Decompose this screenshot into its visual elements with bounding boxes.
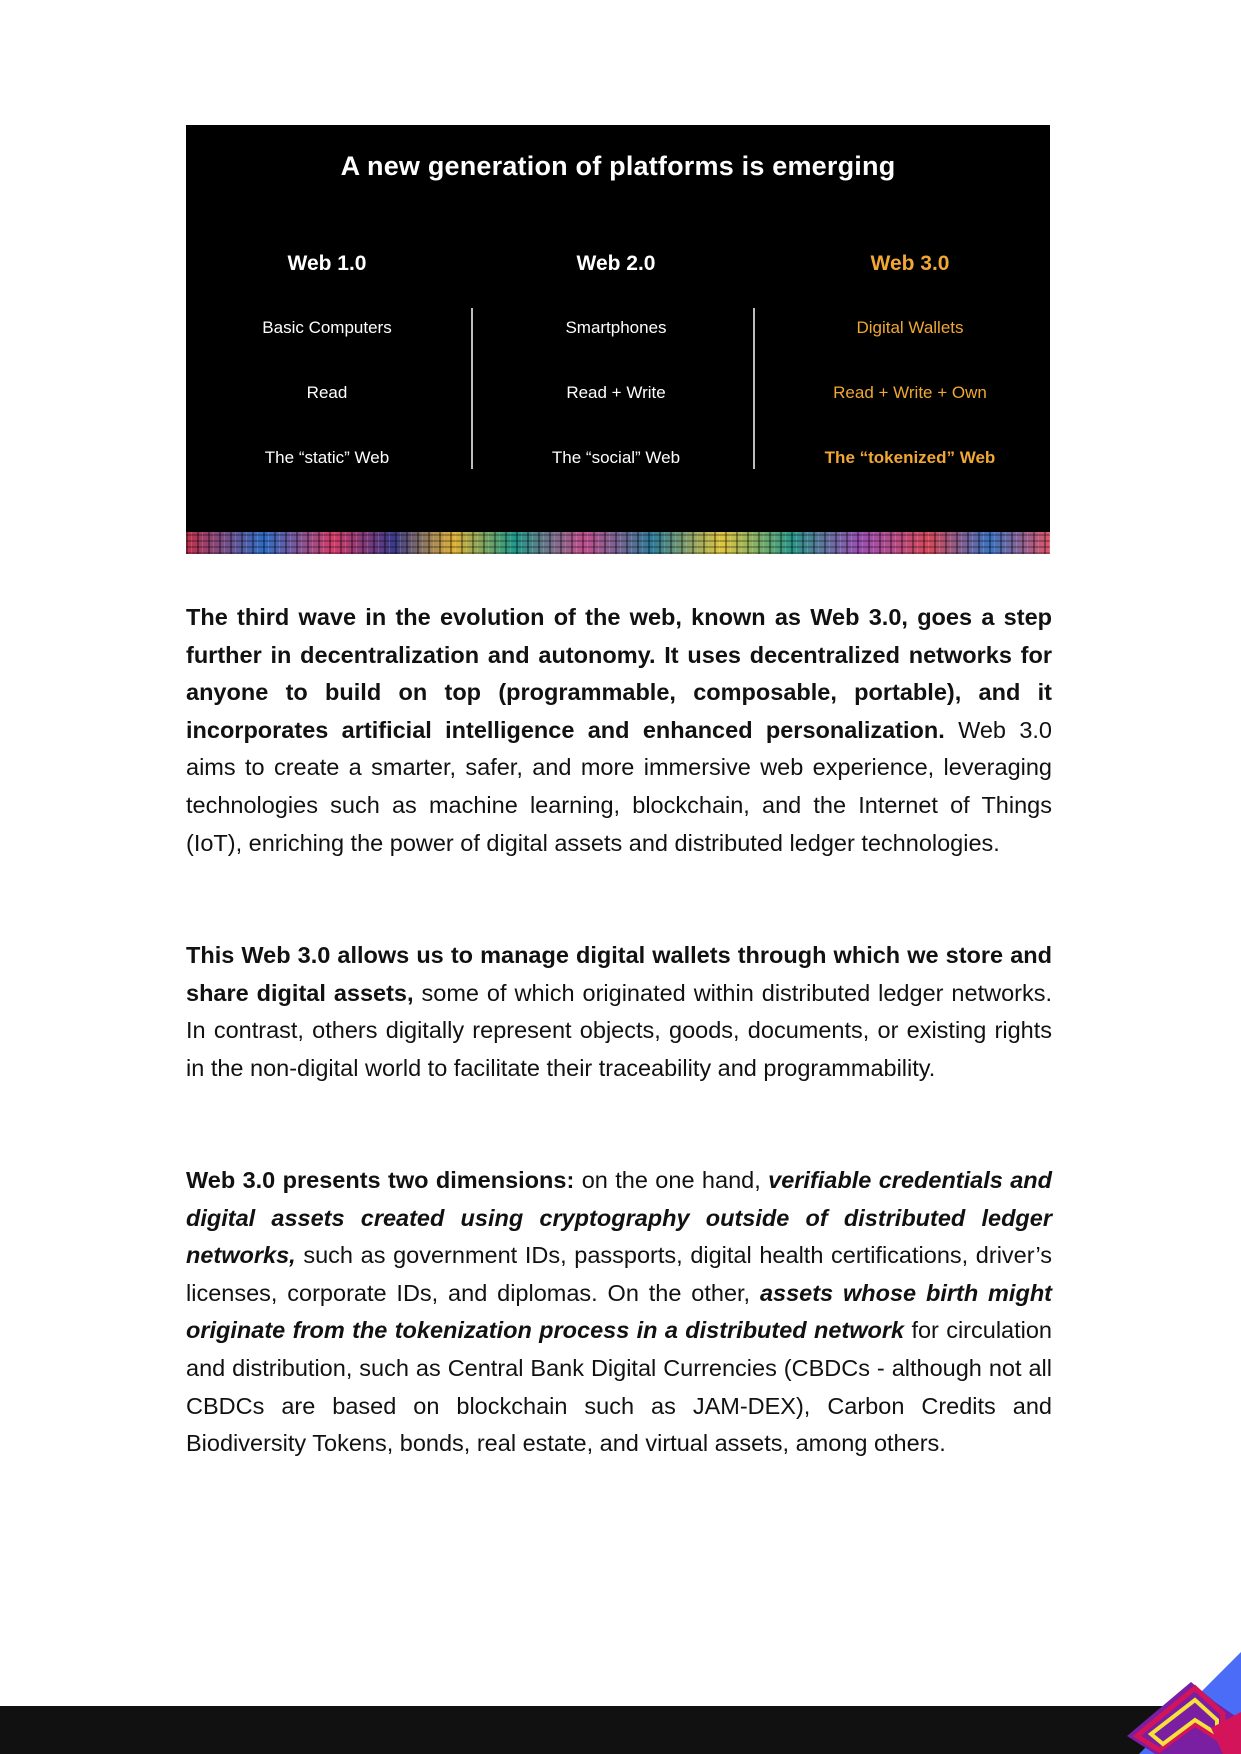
paragraph-3-bold-italic-1: verifiable credentials and digital assets created using cryptography outside of distributed ledger networks, [186, 1167, 1053, 1269]
paragraph-web3-definition [186, 599, 1052, 862]
web3-row-2: Read + Write + Own [833, 383, 987, 402]
paragraph-3-text-1: on the one hand, [574, 1167, 769, 1193]
paragraph-1-text: Web 3.0 aims to create a smarter, safer, and more immersive web experience, leveraging technologies such as machine learning, blockchain, and the Internet of Things (IoT), enriching the power of digital assets and distributed ledger technologies. [186, 716, 1053, 856]
decorative-strip-texture [186, 532, 1050, 554]
paragraph-2-text: some of which originated within distributed ledger networks. In contrast, others digitally represent objects, goods, documents, or existing rights in the non-digital world to facilitate their traceability and programmability. [186, 979, 1052, 1081]
web2-column [496, 125, 736, 554]
web1-row-1: Basic Computers [262, 318, 392, 337]
corner-logo-icon [1111, 1624, 1241, 1754]
web2-heading: Web 2.0 [576, 252, 656, 275]
paragraph-3-bold-italic-2: assets whose birth might originate from the tokenization process in a distributed network [186, 1279, 1052, 1344]
web2-row-2: Read + Write [566, 383, 666, 402]
paragraph-3-text-3: for circulation and distribution, such as Central Bank Digital Currencies (CBDCs - although not all CBDCs are based on blockchain such as JAM-DEX), Carbon Credits and Biodiversity Tokens, bonds, real estate, and virtual assets, among others. [186, 1317, 1053, 1457]
web2-row-1: Smartphones [565, 318, 667, 337]
paragraph-2-bold: This Web 3.0 allows us to manage digital wallets through which we store and share digital assets, [186, 942, 1052, 1006]
paragraph-digital-wallets [186, 937, 1052, 1087]
web1-row-3: The “static” Web [264, 448, 390, 467]
footer-bar [0, 1706, 1241, 1754]
column-divider-2 [753, 308, 755, 469]
web1-row-2: Read [306, 383, 348, 402]
web2-row-3: The “social” Web [551, 448, 681, 467]
web-generations-figure [186, 125, 1050, 554]
paragraph-3-bold: Web 3.0 presents two dimensions: [186, 1167, 575, 1193]
paragraph-two-dimensions [186, 1162, 1052, 1463]
paragraph-3-text-2: such as government IDs, passports, digital health certifications, driver’s licenses, corporate IDs, and diplomas. On the other, [186, 1242, 1052, 1306]
web1-column [207, 125, 447, 554]
web1-heading: Web 1.0 [287, 252, 367, 275]
web3-row-1: Digital Wallets [856, 318, 964, 337]
paragraph-1-bold: The third wave in the evolution of the web, known as Web 3.0, goes a step further in decentralization and autonomy. It uses decentralized networks for anyone to build on top (programmable, composable, portable), and it incorporates artificial intelligence and enhanced personalization. [186, 604, 1052, 743]
web3-heading: Web 3.0 [870, 252, 950, 275]
web3-row-3: The “tokenized” Web [824, 448, 996, 467]
column-divider-1 [471, 308, 473, 469]
figure-title: A new generation of platforms is emerging [340, 151, 896, 181]
web3-column [790, 125, 1030, 554]
